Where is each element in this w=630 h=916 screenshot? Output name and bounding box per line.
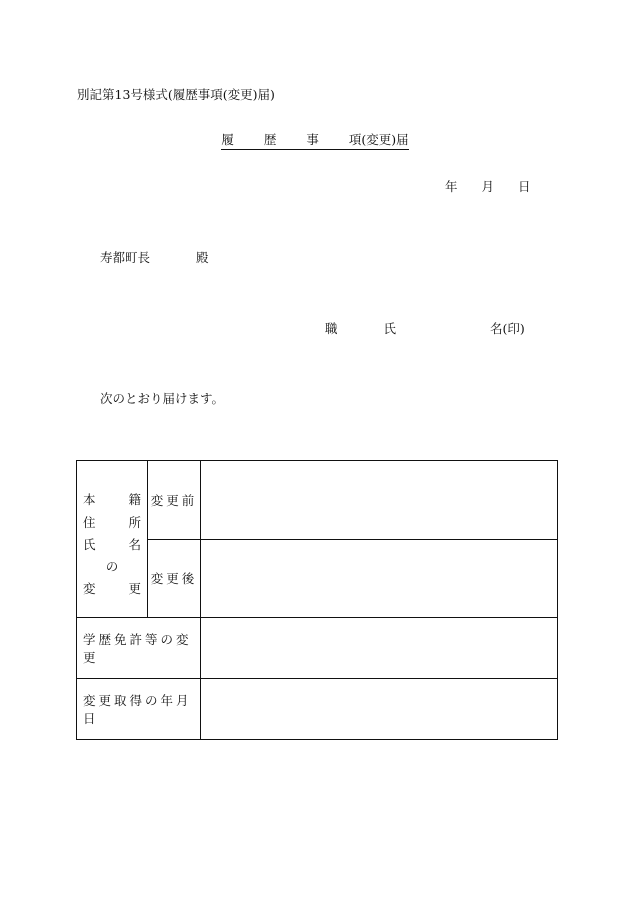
title-part: 履 (221, 132, 234, 147)
change-date-field[interactable] (201, 679, 558, 740)
education-license-label: 学歴免許等の変更 (77, 618, 201, 679)
signer-line (325, 319, 525, 337)
label-line (83, 490, 141, 508)
signer-position-label: 職 (325, 321, 338, 336)
date-year-label: 年 (445, 179, 458, 194)
label-char: 籍 (128, 492, 141, 507)
title-part: 項(変更)届 (348, 132, 409, 147)
label-char: 本 (83, 492, 96, 507)
signer-name-seal-label: 名(印) (490, 321, 525, 336)
addressee-honorific: 殿 (196, 250, 209, 265)
document-title (0, 130, 630, 150)
label-char: の (105, 559, 119, 574)
label-char: 所 (128, 515, 141, 530)
addressee-mayor: 寿都町長 (100, 250, 151, 265)
form-number-label: 別記第13号様式(履歴事項(変更)届) (77, 87, 275, 102)
label-line (83, 557, 141, 575)
intro-text: 次のとおり届けます。 (100, 391, 225, 406)
table-row (77, 461, 558, 540)
signer-family-label: 氏 (383, 321, 397, 336)
label-char: 更 (128, 581, 141, 596)
notification-form-table (76, 460, 558, 740)
before-change-field[interactable] (201, 461, 558, 540)
after-change-field[interactable] (201, 539, 558, 618)
label-char: 氏 (83, 537, 96, 552)
change-category-label-cell (77, 461, 148, 618)
table-row (77, 618, 558, 679)
table-row (77, 539, 558, 618)
before-change-label: 変更前 (148, 461, 201, 540)
education-license-field[interactable] (201, 618, 558, 679)
label-char: 名 (128, 537, 141, 552)
label-line (83, 535, 141, 553)
change-date-label: 変更取得の年月日 (77, 679, 201, 740)
table-row (77, 679, 558, 740)
date-line (445, 177, 531, 195)
after-change-label: 変更後 (148, 539, 201, 618)
label-char: 住 (83, 515, 96, 530)
label-line (83, 513, 141, 531)
addressee-line (100, 248, 209, 266)
date-day-label: 日 (518, 179, 531, 194)
date-month-label: 月 (481, 179, 495, 194)
title-part: 事 (306, 132, 319, 147)
label-line (83, 579, 141, 597)
label-char: 変 (83, 581, 96, 596)
title-part: 歴 (263, 132, 277, 147)
